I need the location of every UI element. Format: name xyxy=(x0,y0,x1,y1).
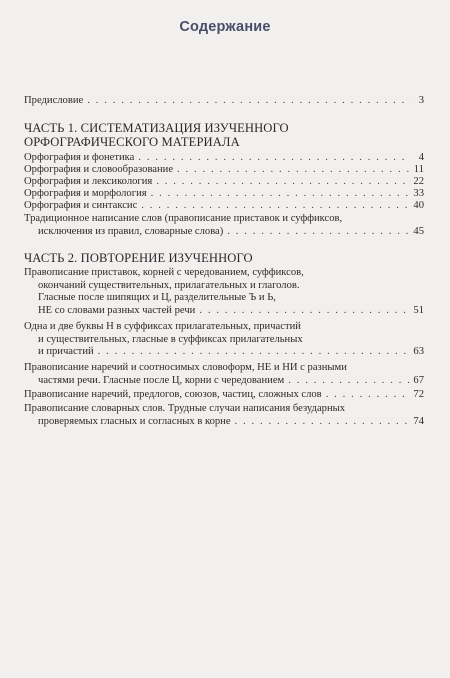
toc-entry-text: проверяемых гласных и согласных в корне xyxy=(38,415,231,427)
toc-entry-text: Правописание наречий и соотносимых словоформ, НЕ и НИ с разными xyxy=(24,362,347,373)
dot-leader xyxy=(87,95,411,108)
toc-entry-text: НЕ со словами разных частей речи xyxy=(38,304,196,316)
dot-leader xyxy=(326,389,411,402)
toc-page-number: 3 xyxy=(418,95,424,106)
toc-page-number: 67 xyxy=(413,374,424,386)
toc-entry[interactable] xyxy=(24,362,424,387)
toc-page-number: 45 xyxy=(413,225,424,237)
toc-entry-text: частями речи. Гласные после Ц, корни с чередованием xyxy=(38,374,285,386)
dot-leader xyxy=(98,346,411,359)
toc-page-number: 11 xyxy=(413,164,424,175)
dot-leader xyxy=(141,200,410,213)
toc-entry[interactable] xyxy=(24,389,424,402)
toc-page-number: 72 xyxy=(413,389,424,400)
toc-entry-text: Правописание словарных слов. Трудные случаи написания безударных xyxy=(24,403,346,414)
toc-entry-text: Традиционное написание слов (правописание приставок и суффиксов, xyxy=(24,213,343,224)
dot-leader xyxy=(227,226,410,239)
part-2-heading-line1: ЧАСТЬ 2. ПОВТОРЕНИЕ ИЗУЧЕННОГО xyxy=(24,251,253,265)
dot-leader xyxy=(199,305,410,318)
dot-leader xyxy=(177,164,411,177)
toc-entry[interactable] xyxy=(24,200,424,213)
toc-entry-preface[interactable] xyxy=(24,95,424,108)
dot-leader xyxy=(151,188,411,201)
page-title: Содержание xyxy=(179,19,271,35)
toc-entry[interactable] xyxy=(24,403,424,428)
toc-page-number: 40 xyxy=(413,200,424,211)
toc-entry-text: и существительных, гласные в суффиксах прилагательных xyxy=(38,333,303,345)
toc-entry-text: Гласные после шипящих и Ц, разделительные Ъ и Ь, xyxy=(38,292,276,304)
dot-leader xyxy=(138,152,411,165)
dot-leader xyxy=(156,176,410,189)
part-1-heading xyxy=(24,122,424,149)
toc-entry[interactable] xyxy=(24,267,424,317)
toc-entry-text: Предисловие xyxy=(24,95,84,106)
part-1-heading-line2: ОРФОГРАФИЧЕСКОГО МАТЕРИАЛА xyxy=(24,134,240,149)
toc-entry[interactable] xyxy=(24,176,424,189)
part-1-heading-line1: ЧАСТЬ 1. СИСТЕМАТИЗАЦИЯ ИЗУЧЕННОГО xyxy=(24,121,289,135)
toc-entry[interactable] xyxy=(24,213,424,238)
toc-entry[interactable] xyxy=(24,164,424,177)
toc-entry-text: Орфография и фонетика xyxy=(24,152,135,163)
toc-entry-text: Одна и две буквы Н в суффиксах прилагательных, причастий xyxy=(24,321,301,332)
toc-entry-text: Правописание приставок, корней с чередованием, суффиксов, xyxy=(24,267,304,278)
toc-entry-text: Орфография и синтаксис xyxy=(24,200,138,211)
toc-entry[interactable] xyxy=(24,188,424,201)
toc-page-number: 63 xyxy=(413,346,424,358)
toc-entry-text: Орфография и лексикология xyxy=(24,176,153,187)
toc-entry-text: окончаний существительных, прилагательных и глаголов. xyxy=(38,279,300,291)
toc-entry-text: Правописание наречий, предлогов, союзов, частиц, сложных слов xyxy=(24,389,322,400)
toc-page-number: 22 xyxy=(413,176,424,187)
toc-entry-text: Орфография и морфология xyxy=(24,188,147,199)
toc-page-number: 4 xyxy=(418,152,424,163)
dot-leader xyxy=(288,375,410,388)
toc-entry[interactable] xyxy=(24,152,424,165)
toc-entry-text: исключения из правил, словарные слова) xyxy=(38,225,224,237)
toc-page-number: 74 xyxy=(413,415,424,427)
dot-leader xyxy=(235,416,411,429)
toc-page-number: 33 xyxy=(413,188,424,199)
toc-page-number: 51 xyxy=(413,304,424,316)
toc-entry-text: Орфография и словообразование xyxy=(24,164,174,175)
part-2-heading xyxy=(24,252,424,266)
toc-entry[interactable] xyxy=(24,321,424,359)
toc-entry-text: и причастий xyxy=(38,346,94,358)
